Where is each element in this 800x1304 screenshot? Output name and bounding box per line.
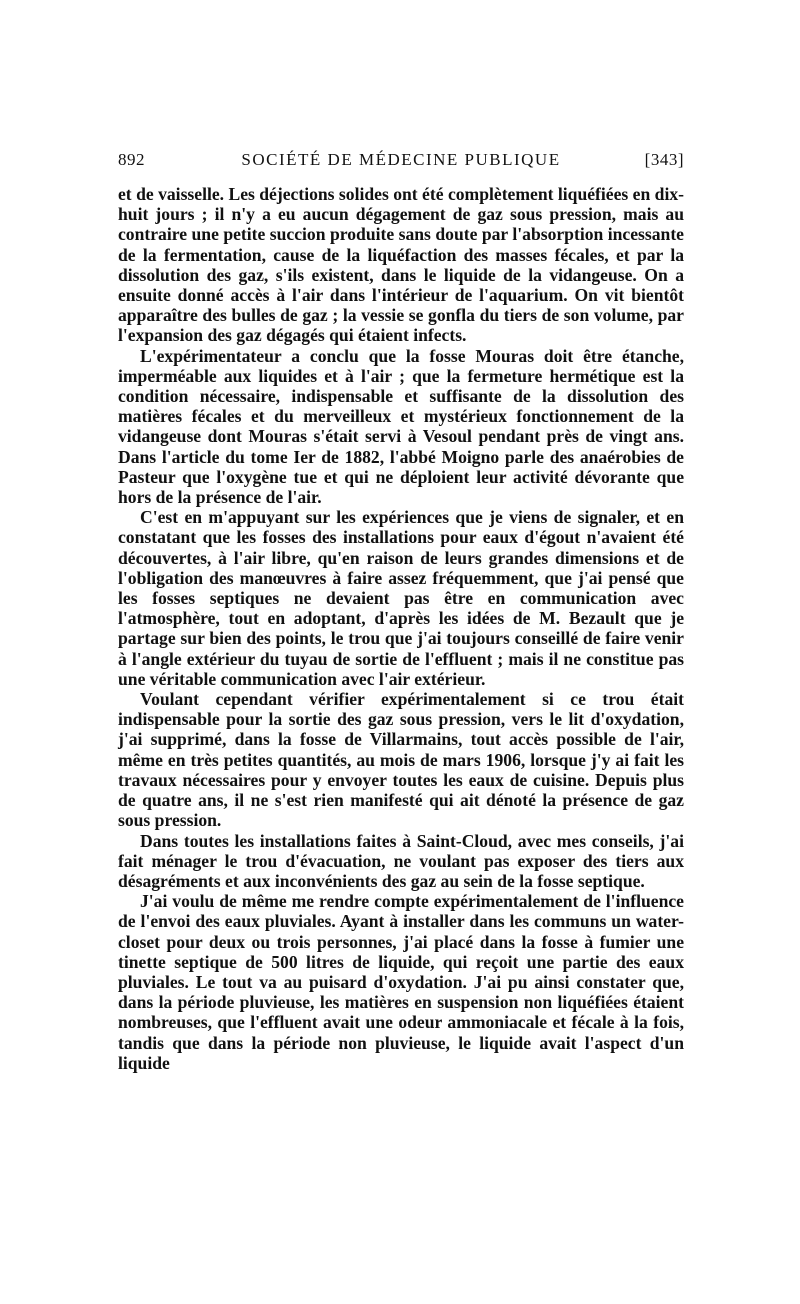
paragraph: L'expérimentateur a conclu que la fosse Mouras doit être étanche, imperméable aux liquides et à l'air ; que la fermeture hermétique est la condition nécessaire, indispensable et suffisante de la dissolution des matières fécales et du merveilleux et mystérieux fonctionnement de la vidangeuse dont Mouras s'était servi à Vesoul pendant près de vingt ans. Dans l'article du tome Ier de 1882, l'abbé Moigno parle des anaérobies de Pasteur que l'oxygène tue et qui ne déploient leur activité dévorante que hors de la présence de l'air. — [118, 345, 684, 508]
body-text — [118, 184, 684, 1073]
paragraph: J'ai voulu de même me rendre compte expérimentalement de l'influence de l'envoi des eaux pluviales. Ayant à installer dans les communs un water-closet pour deux ou trois personnes, j'ai placé dans la fosse à fumier une tinette septique de 500 litres de liquide, qui reçoit une partie des eaux pluviales. Le tout va au puisard d'oxydation. J'ai pu ainsi constater que, dans la période pluvieuse, les matières en suspension non liquéfiées étaient nombreuses, que l'effluent avait une odeur ammoniacale et fécale à la fois, tandis que dans la période non pluvieuse, le liquide avait l'aspect d'un liquide — [118, 891, 684, 1073]
paragraph: et de vaisselle. Les déjections solides ont été complètement liquéfiées en dix-huit jours ; il n'y a eu aucun dégagement de gaz sous pression, mais au contraire une petite succion produite sans doute par l'absorption incessante de la fermentation, cause de la liquéfaction des masses fécales, et par la dissolution des gaz, s'ils existent, dans le liquide de la vidangeuse. On a ensuite donné accès à l'air dans l'intérieur de l'aquarium. On vit bientôt apparaître des bulles de gaz ; la vessie se gonfla du tiers de son volume, par l'expansion des gaz dégagés qui étaient infects. — [118, 184, 684, 346]
paragraph: Dans toutes les installations faites à Saint-Cloud, avec mes conseils, j'ai fait ménager le trou d'évacuation, ne voulant pas exposer des tiers aux désagréments et aux inconvénients des gaz au sein de la fosse septique. — [118, 830, 684, 891]
running-header — [118, 150, 684, 174]
bracket-page-number: [343] — [644, 150, 684, 169]
page-number: 892 — [118, 150, 145, 169]
paragraph: Voulant cependant vérifier expérimentalement si ce trou était indispensable pour la sortie des gaz sous pression, vers le lit d'oxydation, j'ai supprimé, dans la fosse de Villarmains, tout accès possible de l'air, même en très petites quantités, au mois de mars 1906, lorsque j'y ai fait les travaux nécessaires pour y envoyer toutes les eaux de cuisine. Depuis plus de quatre ans, il ne s'est rien manifesté qui ait dénoté la présence de gaz sous pression. — [118, 689, 684, 831]
paragraph: C'est en m'appuyant sur les expériences que je viens de signaler, et en constatant que les fosses des installations pour eaux d'égout n'avaient été découvertes, à l'air libre, qu'en raison de leurs grandes dimensions et de l'obligation des manœuvres à faire assez fréquemment, que j'ai pensé que les fosses septiques ne devaient pas être en communication avec l'atmosphère, tout en adoptant, d'après les idées de M. Bezault que je partage sur bien des points, le trou que j'ai toujours conseillé de faire venir à l'angle extérieur du tuyau de sortie de l'effluent ; mais il ne constitue pas une véritable communication avec l'air extérieur. — [118, 507, 684, 689]
running-title: SOCIÉTÉ DE MÉDECINE PUBLIQUE — [241, 150, 561, 169]
